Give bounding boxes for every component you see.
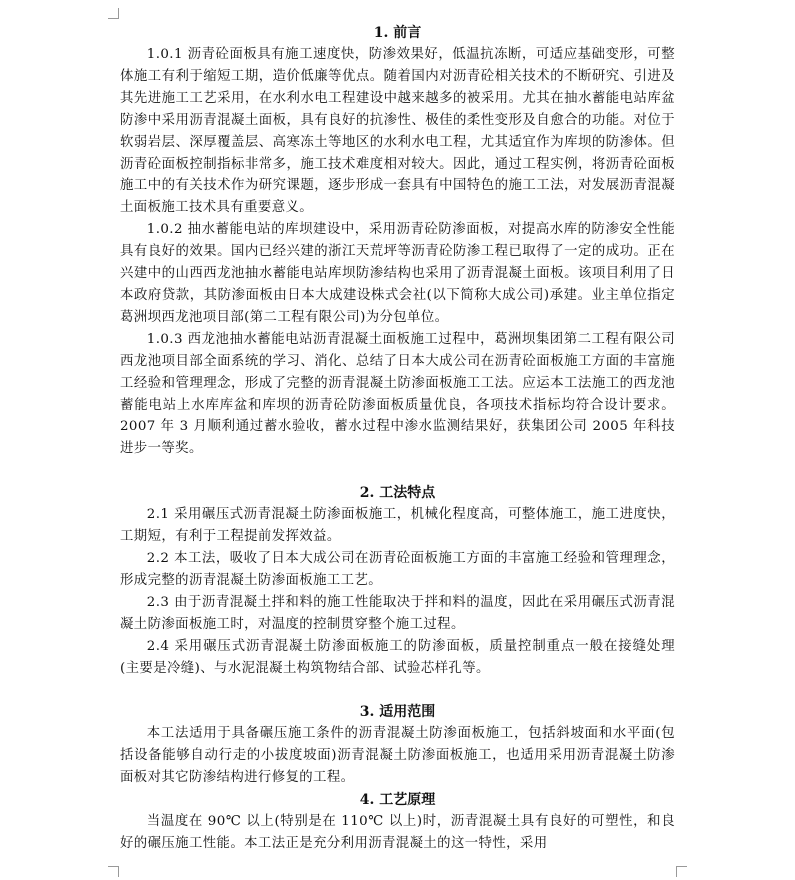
paragraph: 本工法适用于具备碾压施工条件的沥青混凝土防渗面板施工，包括斜坡面和水平面(包括设备能够自动行走的小拔度坡面)沥青混凝土防渗面板施工，也适用采用沥青混凝土防渗面板对其它防渗结构进行修复的工程。 (120, 726, 675, 786)
paragraph: 1.0.1 沥青砼面板具有施工速度快，防渗效果好，低温抗冻断，可适应基础变形，可整体施工有利于缩短工期，造价低廉等优点。随着国内对沥青砼相关技术的不断研究、引进及其先进施工工艺采用，在水利水电工程建设中越来越多的被采用。尤其在抽水蓄能电站库盆防渗中采用沥青混凝土面板，具有良好的抗渗性、极佳的柔性变形及自愈合的功能。对位于软弱岩层、深厚覆盖层、高寒冻土等地区的水利水电工程，尤其适宜作为库坝的防渗体。但沥青砼面板控制指标非常多，施工技术难度相对较大。因此，通过工程实例，将沥青砼面板施工中的有关技术作为研究课题，逐步形成一套具有中国特色的施工工法，对发展沥青混凝土面板施工技术具有重要意义。 (120, 47, 675, 216)
paragraph: 1.0.2 抽水蓄能电站的库坝建设中，采用沥青砼防渗面板，对提高水库的防渗安全性能具有良好的效果。国内已经兴建的浙江天荒坪等沥青砼防渗工程已取得了一定的成功。正在兴建中的山西西龙池抽水蓄能电站库坝防渗结构也采用了沥青混凝土面板。该项目利用了日本政府贷款，其防渗面板由日本大成建设株式会社(以下简称大成公司)承建。业主单位指定葛洲坝西龙池项目部(第二工程有限公司)为分包单位。 (120, 222, 675, 325)
paragraph: 2.3 由于沥青混凝土拌和料的施工性能取决于拌和料的温度，因此在采用碾压式沥青混凝土防渗面板施工时，对温度的控制贯穿整个施工过程。 (120, 594, 675, 632)
paragraph: 2.2 本工法，吸收了日本大成公司在沥青砼面板施工方面的丰富施工经验和管理理念，形成完整的沥青混凝土防渗面板施工工艺。 (120, 551, 675, 588)
document-body (120, 22, 675, 855)
section-heading: 2. 工法特点 (359, 485, 436, 502)
section-heading: 1. 前言 (373, 25, 422, 41)
section-heading: 3. 适用范围 (359, 704, 436, 721)
section-principle (120, 789, 675, 855)
section-scope (120, 701, 675, 789)
corner-crop-mark (108, 866, 119, 877)
corner-crop-mark (108, 8, 119, 19)
section-preface (120, 22, 675, 460)
paragraph: 2.1 采用碾压式沥青混凝土防渗面板施工，机械化程度高，可整体施工，施工进度快，工期短，有利于工程提前发挥效益。 (120, 507, 675, 545)
paragraph: 1.0.3 西龙池抽水蓄能电站沥青混凝土面板施工过程中，葛洲坝集团第二工程有限公司西龙池项目部全面系统的学习、消化、总结了日本大成公司在沥青砼面板施工方面的丰富施工经验和管理理念，形成了完整的沥青混凝土防渗面板施工工法。应运本工法施工的西龙池蓄能电站上水库库盆和库坝的沥青砼防渗面板质量优良，各项技术指标均符合设计要求。2007 年 3 月顺利通过蓄水验收，蓄水过程中渗水监测结果好，获集团公司 2005 年科技进步一等奖。 (120, 331, 675, 457)
section-features (120, 482, 675, 679)
paragraph: 2.4 采用碾压式沥青混凝土防渗面板施工的防渗面板，质量控制重点一般在接缝处理(主要是冷缝)、与水泥混凝土构筑物结合部、试验芯样孔等。 (120, 638, 675, 676)
paragraph: 当温度在 90℃ 以上(特别是在 110℃ 以上)时，沥青混凝土具有良好的可塑性，和良好的碾压施工性能。本工法正是充分利用沥青混凝土的这一特性，采用 (120, 814, 675, 852)
section-heading: 4. 工艺原理 (359, 792, 436, 809)
corner-crop-mark (676, 866, 687, 877)
